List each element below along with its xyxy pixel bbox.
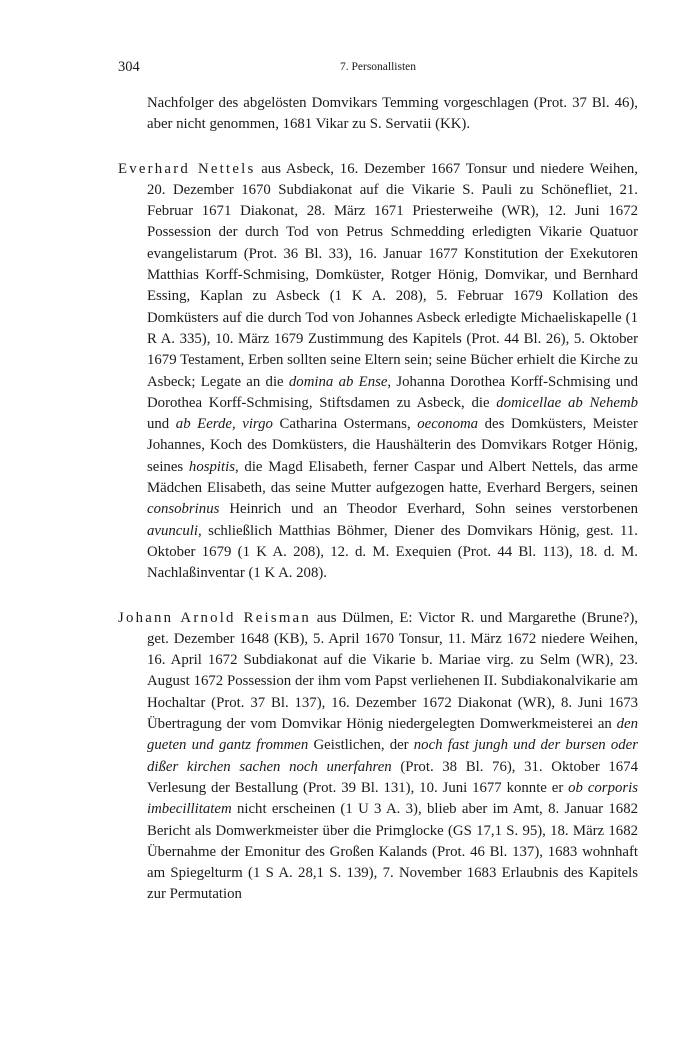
entry-text: , Johanna Dorothea Korff-Schmising und Dorothea Korff-Schmising, Stiftsdamen zu Asbeck, die [147, 373, 638, 411]
latin-term: domina ab Ense [288, 373, 388, 390]
entry-text: aus Asbeck, 16. Dezember 1667 Tonsur und niedere Weihen, 20. Dezember 1670 Subdiakonat auf die Vikarie S. Pauli zu Schönefliet, 21. Februar 1671 Diakonat, 28. März 1671 Priesterweihe (WR), 12. Juni 1672 Possession der durch Tod von Petrus Schmedding erledigten Vikarie Quatuor evangelistarum (Prot. 36 Bl. 33), 16. Januar 1677 Konstitution der Exekutoren Matthias Korff-Schmising, Domküster, Rotger Hönig, Domvikar, und Bernhard Essing, Kaplan zu Asbeck (1 K A. 208), 5. Februar 1679 Kollation des Domküsters auf die durch Tod von Johannes Asbeck erledigte Michaeliskapelle (1 R A. 335), 10. März 1679 Zustimmung des Kapitels (Prot. 44 Bl. 26), 5. Oktober 1679 Testament, Erben sollten seine Eltern sein; seine Bücher erhielt die Kirche zu Asbeck; Legate an die [147, 160, 639, 390]
entry-text: (Prot. 38 Bl. 76), 31. Oktober 1674 Verlesung der Bestallung (Prot. 39 Bl. 131), 10. Juni 1677 konnte er [147, 758, 638, 796]
entry-name: Johann Arnold Reisman [118, 609, 311, 626]
entry-text: Nachfolger des abgelösten Domvikars Temming vorgeschlagen (Prot. 37 Bl. 46), aber nicht genommen, 1681 Vikar zu S. Servatii (KK). [147, 95, 638, 133]
latin-term: hospitis [188, 458, 235, 475]
entry-text: aus Dülmen, E: Victor R. und Margarethe (Brune?), get. Dezember 1648 (KB), 5. April 1670 Tonsur, 11. März 1672 niedere Weihen, 16. April 1672 Subdiakonat auf die Vikarie b. Mariae virg. zu Selm (WR), 23. August 1672 Possession der ihm vom Papst verliehenen II. Subdiakonalvikarie am Hochaltar (Prot. 37 Bl. 137), 16. Dezember 1672 Diakonat (WR), 8. Juni 1673 Übertragung der vom Domvikar Hönig niedergelegten Domwerkmeisterei an [147, 609, 638, 733]
latin-term: oeconoma [417, 416, 479, 433]
entry-text: und [147, 416, 176, 433]
quoted-term: noch fast jungh und der bursen oder dißer kirchen sachen noch unerfahren [147, 737, 638, 775]
entry-text: des Domküsters, Meister Johannes, Koch des Domküsters, die Haushälterin des Domvikars Rotger Hönig, seines [147, 416, 638, 475]
entry-name: Everhard Nettels [118, 160, 256, 177]
entry-text: Geistlichen, der [308, 737, 414, 754]
entry-reisman [118, 608, 638, 906]
latin-term: domicellae ab Nehemb [496, 394, 638, 411]
entry-text: nicht erscheinen (1 U 3 A. 3), blieb aber im Amt, 8. Januar 1682 Bericht als Domwerkmeister über die Primglocke (GS 17,1 S. 95), 18. März 1682 Übernahme der Emonitur des Großen Kalands (Prot. 46 Bl. 137), 1683 wohnhaft am Spiegelturm (1 S A. 28,1 S. 139), 7. November 1683 Erlaubnis des Kapitels zur Permutation [147, 801, 638, 903]
entry-text: Heinrich und an Theodor Everhard, Sohn seines verstorbenen [219, 501, 638, 518]
latin-term: avunculi [147, 522, 198, 539]
page-body [118, 93, 638, 929]
entry-continuation [118, 93, 638, 136]
entry-text: , schließlich Matthias Böhmer, Diener des Domvikars Hönig, gest. 11. Oktober 1679 (1 K A. 208), 12. d. M. Exequien (Prot. 44 Bl. 113), 18. d. M. Nachlaßinventar (1 K A. 208). [147, 522, 638, 582]
latin-term: consobrinus [147, 501, 220, 518]
entry-text: Catharina Ostermans, [272, 416, 418, 433]
page-number: 304 [118, 59, 140, 75]
running-head: 7. Personallisten [339, 61, 417, 73]
entry-nettels [118, 159, 638, 585]
latin-term: ab Eerde, virgo [175, 416, 273, 433]
entry-text: , die Magd Elisabeth, ferner Caspar und Albert Nettels, das arme Mädchen Elisabeth, das seine Mutter aufgezogen hatte, Everhard Bergers, seinen [147, 458, 638, 497]
quoted-term: den gueten und gantz frommen [147, 716, 638, 754]
latin-term: ob corporis imbecillitatem [147, 779, 638, 818]
page-header [118, 59, 638, 79]
